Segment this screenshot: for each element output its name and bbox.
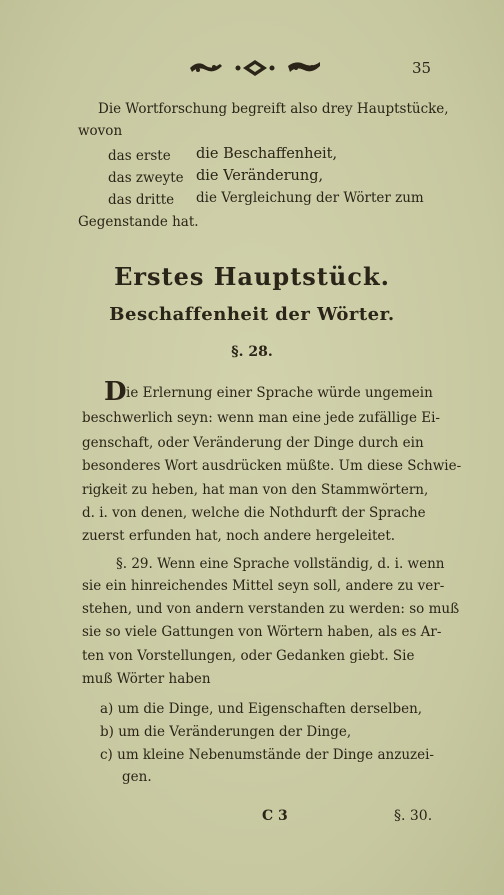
para28-line-2: beschwerlich seyn: wenn man eine jede zufällige Ei-: [82, 410, 440, 426]
para29-list-item-b: b) um die Veränderungen der Dinge,: [100, 724, 352, 740]
intro-item-3-right: die Vergleichung der Wörter zum: [196, 190, 424, 206]
para29-line-2: sie ein hinreichendes Mittel seyn soll, andere zu ver-: [82, 578, 445, 594]
intro-item-2-left: das zweyte: [108, 170, 184, 186]
para29-list-end: gen.: [122, 769, 152, 785]
intro-line-2: wovon: [78, 123, 123, 139]
catchword: §. 30.: [394, 808, 433, 824]
intro-line-end: Gegenstande hat.: [78, 214, 199, 230]
intro-item-1-right: die Beschaffenheit,: [196, 146, 338, 162]
header-ornament-icon: [188, 58, 322, 78]
signature-mark: C 3: [262, 808, 288, 824]
para29-list-item-c: c) um kleine Nebenumstände der Dinge anzuzei-: [100, 747, 434, 763]
para28-line-3: genschaft, oder Veränderung der Dinge durch ein: [82, 435, 424, 451]
para29-line-3: stehen, und von andern verstanden zu werden: so muß: [82, 601, 460, 617]
chapter-subtitle: Beschaffenheit der Wörter.: [109, 304, 395, 325]
para29-line-1: §. 29. Wenn eine Sprache vollständig, d. i. wenn: [116, 556, 445, 572]
page-number: 35: [412, 59, 432, 77]
chapter-title: Erstes Hauptstück.: [114, 262, 390, 291]
para28-line-7: zuerst erfunden hat, noch andere hergeleitet.: [82, 528, 396, 544]
intro-item-3-left: das dritte: [108, 192, 175, 208]
intro-item-2-right: die Veränderung,: [196, 168, 324, 184]
para29-line-4: sie so viele Gattungen von Wörtern haben, als es Ar-: [82, 624, 442, 640]
para29-list-item-a: a) um die Dinge, und Eigenschaften derselben,: [100, 701, 423, 717]
para29-line-5: ten von Vorstellungen, oder Gedanken giebt. Sie: [82, 648, 415, 664]
intro-item-1-left: das erste: [108, 148, 171, 164]
para28-line-4: besonderes Wort ausdrücken müßte. Um diese Schwie-: [82, 458, 462, 474]
intro-line-1: Die Wortforschung begreift also drey Hauptstücke,: [98, 101, 449, 117]
section-heading: §. 28.: [231, 344, 273, 360]
para28-line-1: ie Erlernung einer Sprache würde ungemein: [126, 385, 433, 401]
drop-initial: D: [104, 377, 127, 407]
para29-line-6: muß Wörter haben: [82, 671, 211, 687]
para28-line-5: rigkeit zu heben, hat man von den Stammwörtern,: [82, 482, 429, 498]
para28-line-6: d. i. von denen, welche die Nothdurft der Sprache: [82, 505, 426, 521]
